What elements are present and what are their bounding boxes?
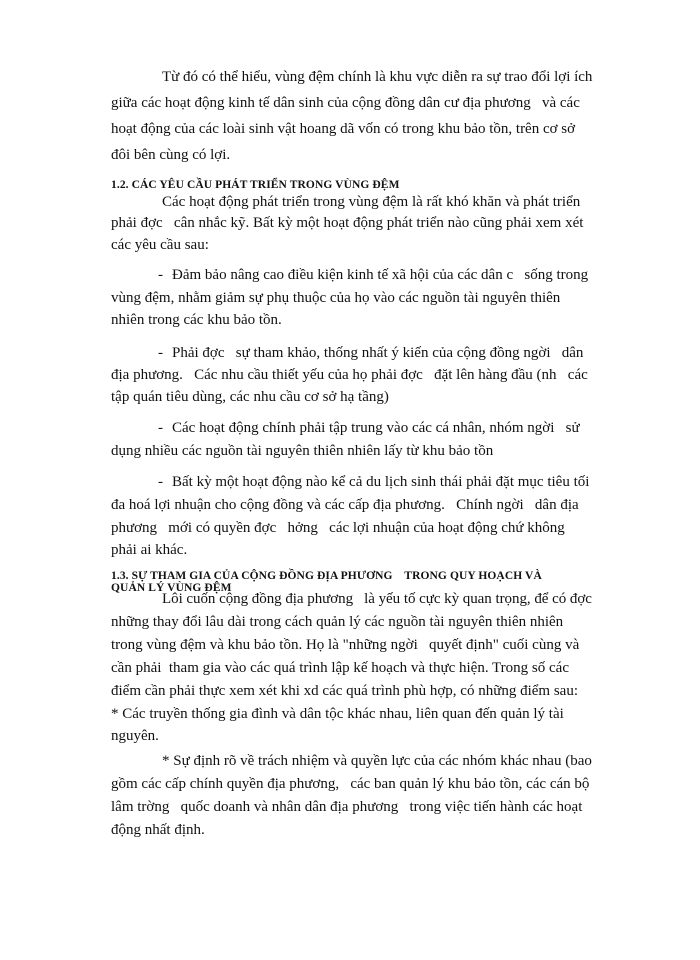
bullet-item-1-text: Đảm bảo nâng cao điều kiện kinh tế xã hội của các dân c sống trong — [172, 267, 589, 283]
paragraph-2-line-1: Các hoạt động phát triển trong vùng đệm là rất khó khăn và phát triển — [162, 194, 581, 210]
bullet-item-1-line-1 — [158, 265, 588, 285]
bullet-item-4-line-3: phương mới có quyền đợc hởng các lợi nhuận của hoạt động chứ không — [111, 520, 565, 536]
section-heading-1-3-line-1: 1.3. SỰ THAM GIA CỦA CỘNG ĐỒNG ĐỊA PHƯƠNG TRONG QUY HOẠCH VÀ — [111, 570, 542, 582]
paragraph-2-line-2: phải đợc cân nhắc kỹ. Bất kỳ một hoạt động phát triển nào cũng phải xem xét — [111, 215, 584, 231]
bullet-item-3-line-2: dụng nhiều các nguồn tài nguyên thiên nhiên lấy từ khu bảo tồn — [111, 443, 494, 459]
paragraph-3-line-1: Lôi cuốn cộng đồng địa phương là yếu tố cực kỳ quan trọng, để có đợc — [162, 591, 592, 607]
paragraph-1-line-4: đôi bên cùng có lợi. — [111, 147, 231, 163]
bullet-item-2-line-2: địa phương. Các nhu cầu thiết yếu của họ phải đợc đặt lên hàng đầu (nh các — [111, 367, 588, 383]
bullet-mark: - — [158, 267, 163, 283]
paragraph-1-line-1: Từ đó có thể hiểu, vùng đệm chính là khu vực diễn ra sự trao đổi lợi ích — [162, 69, 593, 85]
section-heading-1-3-line-2: QUẢN LÝ VÙNG ĐỆM — [111, 582, 232, 594]
paragraph-3-line-2: những thay đổi lâu dài trong cách quản lý các nguồn tài nguyên thiên nhiên — [111, 614, 564, 630]
bullet-item-1-line-2: vùng đệm, nhằm giảm sự phụ thuộc của họ vào các nguồn tài nguyên thiên — [111, 290, 561, 306]
bullet-item-1-line-3: nhiên trong các khu bảo tồn. — [111, 312, 282, 328]
bullet-item-2-line-3: tập quán tiêu dùng, các nhu cầu cơ sở hạ tầng) — [111, 389, 389, 405]
paragraph-1-line-2: giữa các hoạt động kinh tế dân sinh của cộng đồng dân cư địa phương và các — [111, 95, 580, 111]
bullet-item-4-line-1 — [158, 472, 589, 492]
bullet-item-4-text: Bất kỳ một hoạt động nào kể cả du lịch sinh thái phải đặt mục tiêu tối — [172, 474, 590, 490]
paragraph-3-line-7: nguyên. — [111, 728, 159, 744]
bullet-item-2-line-1 — [158, 343, 583, 363]
paragraph-2-line-3: các yêu cầu sau: — [111, 237, 209, 253]
bullet-mark: - — [158, 345, 163, 361]
paragraph-3-line-3: trong vùng đệm và khu bảo tồn. Họ là "những ngời quyết định" cuối cùng và — [111, 637, 580, 653]
bullet-item-4-line-2: đa hoá lợi nhuận cho cộng đồng và các cấp địa phương. Chính ngời dân địa — [111, 497, 579, 513]
bullet-item-3-line-1 — [158, 418, 580, 438]
bullet-item-4-line-4: phải ai khác. — [111, 542, 188, 558]
paragraph-3-line-6: * Các truyền thống gia đình và dân tộc khác nhau, liên quan đến quản lý tài — [111, 706, 564, 722]
bullet-item-2-text: Phải đợc sự tham khảo, thống nhất ý kiến của cộng đồng ngời dân — [172, 345, 584, 361]
paragraph-4-line-2: gồm các cấp chính quyền địa phương, các ban quản lý khu bảo tồn, các cán bộ — [111, 776, 590, 792]
paragraph-4-line-1: * Sự định rõ về trách nhiệm và quyền lực của các nhóm khác nhau (bao — [162, 753, 592, 769]
bullet-mark: - — [158, 420, 163, 436]
bullet-item-3-text: Các hoạt động chính phải tập trung vào các cá nhân, nhóm ngời sử — [172, 420, 580, 436]
paragraph-4-line-4: động nhất định. — [111, 822, 205, 838]
paragraph-3-line-5: điểm cần phải thực xem xét khi xd các quá trình phù hợp, có những điểm sau: — [111, 683, 578, 699]
paragraph-1-line-3: hoạt động của các loài sinh vật hoang dã vốn có trong khu bảo tồn, trên cơ sở — [111, 121, 576, 137]
section-heading-1-2: 1.2. CÁC YÊU CẦU PHÁT TRIỂN TRONG VÙNG ĐỆM — [111, 179, 400, 191]
paragraph-3-line-4: cần phải tham gia vào các quá trình lập kế hoạch và thực hiện. Trong số các — [111, 660, 569, 676]
paragraph-4-line-3: lâm trờng quốc doanh và nhân dân địa phương trong việc tiến hành các hoạt — [111, 799, 583, 815]
bullet-mark: - — [158, 474, 163, 490]
